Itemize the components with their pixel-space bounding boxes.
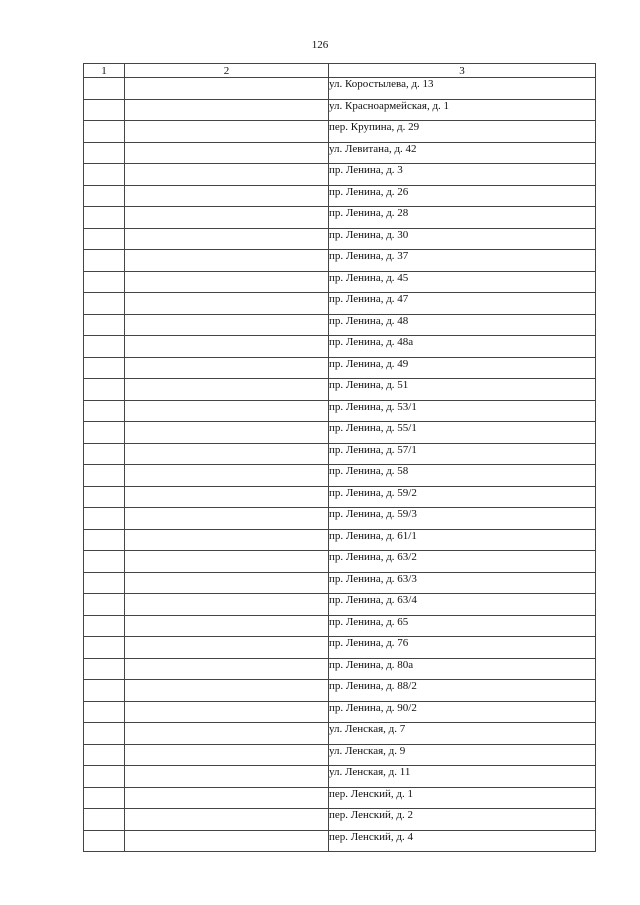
table-header-row xyxy=(84,64,596,78)
cell-col-2 xyxy=(125,293,329,315)
cell-address: пр. Ленина, д. 57/1 xyxy=(329,443,596,465)
cell-address: пр. Ленина, д. 48 xyxy=(329,314,596,336)
table-row xyxy=(84,680,596,702)
cell-col-2 xyxy=(125,529,329,551)
cell-col-1 xyxy=(84,637,125,659)
cell-col-2 xyxy=(125,379,329,401)
cell-col-1 xyxy=(84,443,125,465)
cell-col-1 xyxy=(84,422,125,444)
cell-col-2 xyxy=(125,766,329,788)
cell-col-2 xyxy=(125,400,329,422)
cell-col-2 xyxy=(125,594,329,616)
table-row xyxy=(84,78,596,100)
cell-address: пр. Ленина, д. 3 xyxy=(329,164,596,186)
cell-col-2 xyxy=(125,142,329,164)
cell-address: пр. Ленина, д. 65 xyxy=(329,615,596,637)
table-row xyxy=(84,787,596,809)
table-row xyxy=(84,228,596,250)
cell-col-1 xyxy=(84,78,125,100)
cell-col-2 xyxy=(125,723,329,745)
table-row xyxy=(84,271,596,293)
cell-col-1 xyxy=(84,250,125,272)
cell-address: пр. Ленина, д. 45 xyxy=(329,271,596,293)
cell-address: пер. Ленский, д. 4 xyxy=(329,830,596,852)
cell-col-1 xyxy=(84,271,125,293)
column-header-3: 3 xyxy=(329,64,596,78)
cell-col-1 xyxy=(84,701,125,723)
cell-col-2 xyxy=(125,185,329,207)
cell-address: пр. Ленина, д. 76 xyxy=(329,637,596,659)
cell-address: пр. Ленина, д. 49 xyxy=(329,357,596,379)
cell-col-1 xyxy=(84,164,125,186)
cell-address: пр. Ленина, д. 26 xyxy=(329,185,596,207)
cell-col-1 xyxy=(84,486,125,508)
cell-col-2 xyxy=(125,508,329,530)
cell-col-1 xyxy=(84,723,125,745)
cell-col-1 xyxy=(84,357,125,379)
table-body xyxy=(84,78,596,852)
cell-col-2 xyxy=(125,830,329,852)
table-row xyxy=(84,615,596,637)
cell-address: пр. Ленина, д. 63/4 xyxy=(329,594,596,616)
cell-col-2 xyxy=(125,207,329,229)
cell-col-2 xyxy=(125,228,329,250)
cell-col-1 xyxy=(84,379,125,401)
table-row xyxy=(84,551,596,573)
table-row xyxy=(84,809,596,831)
table-row xyxy=(84,766,596,788)
cell-col-1 xyxy=(84,99,125,121)
cell-col-1 xyxy=(84,228,125,250)
cell-col-1 xyxy=(84,314,125,336)
cell-col-2 xyxy=(125,658,329,680)
cell-col-2 xyxy=(125,787,329,809)
cell-col-2 xyxy=(125,680,329,702)
cell-col-1 xyxy=(84,551,125,573)
cell-address: пр. Ленина, д. 51 xyxy=(329,379,596,401)
cell-address: пр. Ленина, д. 61/1 xyxy=(329,529,596,551)
table-row xyxy=(84,723,596,745)
cell-col-2 xyxy=(125,357,329,379)
table-row xyxy=(84,465,596,487)
cell-address: пр. Ленина, д. 58 xyxy=(329,465,596,487)
cell-col-1 xyxy=(84,529,125,551)
cell-col-1 xyxy=(84,207,125,229)
table-row xyxy=(84,508,596,530)
column-header-1: 1 xyxy=(84,64,125,78)
cell-address: пр. Ленина, д. 80а xyxy=(329,658,596,680)
cell-col-2 xyxy=(125,336,329,358)
page-number: 126 xyxy=(311,39,329,51)
cell-col-1 xyxy=(84,142,125,164)
table-row xyxy=(84,400,596,422)
table-row xyxy=(84,185,596,207)
cell-col-2 xyxy=(125,551,329,573)
cell-col-1 xyxy=(84,594,125,616)
table-row xyxy=(84,486,596,508)
cell-address: пр. Ленина, д. 53/1 xyxy=(329,400,596,422)
cell-address: пр. Ленина, д. 28 xyxy=(329,207,596,229)
table-row xyxy=(84,658,596,680)
cell-col-1 xyxy=(84,293,125,315)
cell-address: ул. Ленская, д. 7 xyxy=(329,723,596,745)
cell-col-1 xyxy=(84,465,125,487)
column-header-2: 2 xyxy=(125,64,329,78)
cell-address: пр. Ленина, д. 55/1 xyxy=(329,422,596,444)
table-row xyxy=(84,207,596,229)
cell-col-1 xyxy=(84,615,125,637)
cell-col-2 xyxy=(125,701,329,723)
cell-col-1 xyxy=(84,787,125,809)
cell-col-1 xyxy=(84,766,125,788)
cell-col-2 xyxy=(125,744,329,766)
cell-address: пер. Ленский, д. 2 xyxy=(329,809,596,831)
table-row xyxy=(84,250,596,272)
table-row xyxy=(84,572,596,594)
cell-address: пр. Ленина, д. 63/3 xyxy=(329,572,596,594)
cell-col-2 xyxy=(125,78,329,100)
cell-address: ул. Ленская, д. 11 xyxy=(329,766,596,788)
cell-address: пер. Ленский, д. 1 xyxy=(329,787,596,809)
cell-col-1 xyxy=(84,572,125,594)
cell-address: пр. Ленина, д. 88/2 xyxy=(329,680,596,702)
cell-address: пр. Ленина, д. 63/2 xyxy=(329,551,596,573)
cell-col-1 xyxy=(84,830,125,852)
table-row xyxy=(84,529,596,551)
cell-address: ул. Левитана, д. 42 xyxy=(329,142,596,164)
cell-col-2 xyxy=(125,809,329,831)
table-row xyxy=(84,443,596,465)
cell-col-1 xyxy=(84,336,125,358)
cell-address: пр. Ленина, д. 59/2 xyxy=(329,486,596,508)
cell-col-2 xyxy=(125,465,329,487)
cell-col-2 xyxy=(125,121,329,143)
cell-col-2 xyxy=(125,164,329,186)
cell-address: пер. Крупина, д. 29 xyxy=(329,121,596,143)
table-row xyxy=(84,594,596,616)
cell-col-1 xyxy=(84,508,125,530)
table-row xyxy=(84,422,596,444)
table-row xyxy=(84,357,596,379)
cell-col-2 xyxy=(125,637,329,659)
cell-address: пр. Ленина, д. 47 xyxy=(329,293,596,315)
cell-col-1 xyxy=(84,185,125,207)
table-row xyxy=(84,121,596,143)
cell-address: пр. Ленина, д. 37 xyxy=(329,250,596,272)
cell-col-1 xyxy=(84,744,125,766)
cell-col-2 xyxy=(125,443,329,465)
table-row xyxy=(84,164,596,186)
table-row xyxy=(84,637,596,659)
cell-col-2 xyxy=(125,422,329,444)
table-row xyxy=(84,142,596,164)
cell-address: пр. Ленина, д. 59/3 xyxy=(329,508,596,530)
cell-address: ул. Ленская, д. 9 xyxy=(329,744,596,766)
cell-col-1 xyxy=(84,121,125,143)
cell-col-2 xyxy=(125,99,329,121)
cell-col-2 xyxy=(125,271,329,293)
cell-col-1 xyxy=(84,400,125,422)
table-row xyxy=(84,293,596,315)
cell-address: пр. Ленина, д. 48а xyxy=(329,336,596,358)
cell-col-1 xyxy=(84,658,125,680)
address-table xyxy=(83,63,596,852)
cell-address: ул. Коростылева, д. 13 xyxy=(329,78,596,100)
cell-address: пр. Ленина, д. 90/2 xyxy=(329,701,596,723)
cell-address: ул. Красноармейская, д. 1 xyxy=(329,99,596,121)
cell-address: пр. Ленина, д. 30 xyxy=(329,228,596,250)
table-row xyxy=(84,701,596,723)
table-row xyxy=(84,830,596,852)
cell-col-2 xyxy=(125,314,329,336)
cell-col-2 xyxy=(125,572,329,594)
table-row xyxy=(84,379,596,401)
cell-col-2 xyxy=(125,486,329,508)
cell-col-1 xyxy=(84,809,125,831)
cell-col-1 xyxy=(84,680,125,702)
table-row xyxy=(84,744,596,766)
cell-col-2 xyxy=(125,250,329,272)
table-row xyxy=(84,336,596,358)
table-row xyxy=(84,99,596,121)
cell-col-2 xyxy=(125,615,329,637)
table-row xyxy=(84,314,596,336)
